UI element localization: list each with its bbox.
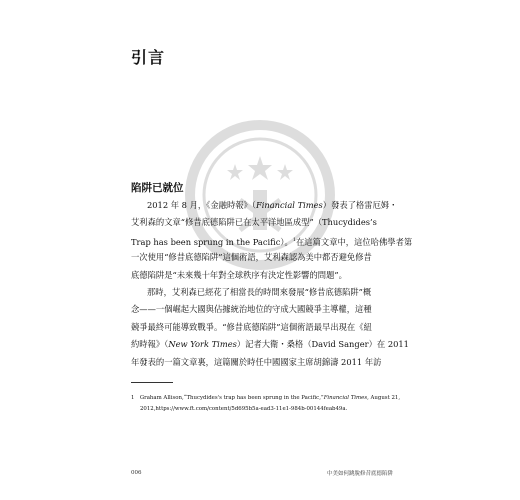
paragraph-1-line: 艾利森的文章“修昔底德陷阱已在太平洋地區成型”（Thucydides’s xyxy=(131,217,377,228)
page-number: 006 xyxy=(131,470,142,476)
paragraph-2-line: 那時，艾利森已經花了相當長的時間來發展“修昔底德陷阱”概 xyxy=(147,286,372,297)
running-footer: 中美如何跳脫修昔底德陷阱 xyxy=(326,471,393,477)
footnote-line: 1 Graham Allison,“Thucydides's trap has been sprung in the Pacific,”Financial Times, August 21, xyxy=(131,395,401,401)
paragraph-2-line: 競爭最終可能導致戰爭。“修昔底德陷阱”這個術語最早出現在《紐 xyxy=(131,321,372,332)
footnote-divider xyxy=(131,382,173,383)
paragraph-1-line: 一次使用“修昔底德陷阱”這個術語，艾利森認為美中都否避免修昔 xyxy=(131,252,372,263)
footnote-url[interactable]: 2012,https://www.ft.com/content/5d695b5a-ead3-11e1-984b-00144feab49a. xyxy=(140,406,348,412)
chapter-title: 引言 xyxy=(131,48,166,67)
paragraph-2-line: 年發表的一篇文章裏，這篇關於時任中國國家主席胡錦濤 2011 年訪 xyxy=(131,356,382,367)
section-heading: 陷阱已就位 xyxy=(131,182,184,194)
paragraph-2-line: 約時報》（New York Times）記者大衛・桑格（David Sanger）在 2011 xyxy=(131,339,409,350)
paragraph-1-line: Trap has been sprung in the Pacific）。$^1$在這篇文章中，這位哈佛學者第 xyxy=(131,236,413,247)
body-text xyxy=(131,197,413,371)
paragraph-1-line: 底德陷阱是“未來幾十年對全球秩序有決定性影響的問題”。 xyxy=(131,269,347,280)
paragraph-2-line: 念——一個崛起大國與佔據統治地位的守成大國競爭主導權，這種 xyxy=(131,304,372,315)
footnote xyxy=(131,393,401,415)
paragraph-1-line: 2012 年 8 月，《金融時報》（Financial Times）發表了格雷厄姆・ xyxy=(147,200,398,210)
footnote-marker[interactable]: 1 xyxy=(292,236,296,243)
